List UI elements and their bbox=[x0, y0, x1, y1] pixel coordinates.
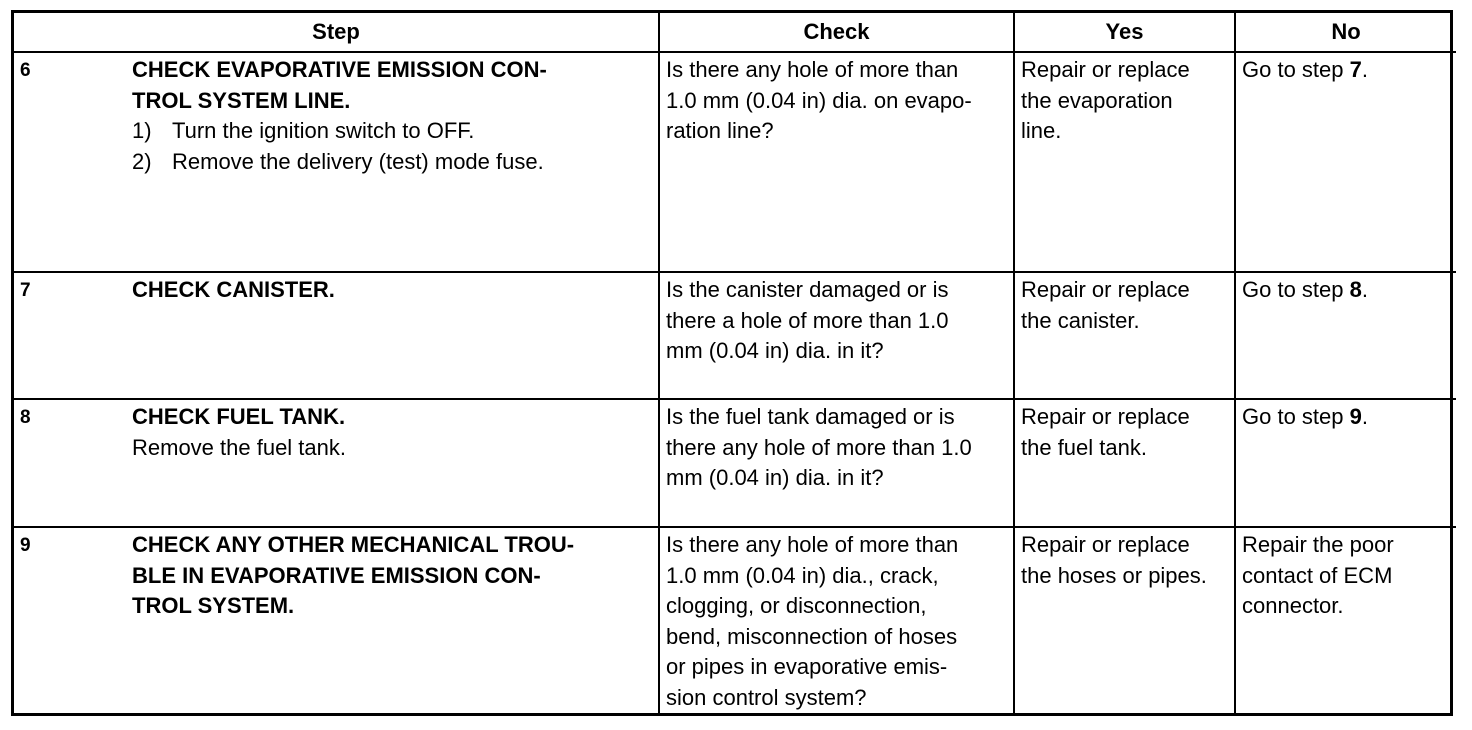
step-ref: 8 bbox=[1349, 277, 1362, 302]
step-ref: 9 bbox=[1349, 404, 1362, 429]
step-title: CHECK CANISTER. bbox=[132, 277, 335, 302]
table-row bbox=[14, 399, 1456, 527]
step-cell bbox=[14, 527, 659, 713]
yes-cell: Repair or replace the hoses or pipes. bbox=[1014, 527, 1235, 713]
sub-step: 2) Remove the delivery (test) mode fuse. bbox=[132, 148, 544, 174]
header-step: Step bbox=[14, 13, 659, 52]
step-cell bbox=[14, 399, 659, 527]
table-row bbox=[14, 527, 1456, 713]
header-row bbox=[14, 13, 1456, 52]
yes-cell: Repair or replace the canister. bbox=[1014, 272, 1235, 399]
step-cell bbox=[14, 272, 659, 399]
no-cell: Go to step 9. bbox=[1235, 399, 1456, 527]
check-cell: Is there any hole of more than 1.0 mm (0.04 in) dia., crack, clogging, or disconnection, bend, misconnection of hoses or pipes in evaporative emis- sion control system? bbox=[659, 527, 1014, 713]
diagnostic-table-frame bbox=[11, 10, 1453, 716]
step-title: TROL SYSTEM LINE. bbox=[132, 87, 351, 113]
step-cell bbox=[14, 52, 659, 272]
step-title: TROL SYSTEM. bbox=[132, 593, 295, 618]
sub-step-list bbox=[132, 116, 650, 177]
step-title: CHECK EVAPORATIVE EMISSION CON- bbox=[132, 57, 547, 82]
step-number: 7 bbox=[20, 280, 31, 301]
check-cell: Is there any hole of more than 1.0 mm (0.04 in) dia. on evapo- ration line? bbox=[659, 52, 1014, 272]
step-title: BLE IN EVAPORATIVE EMISSION CON- bbox=[132, 562, 541, 588]
step-number: 6 bbox=[20, 60, 31, 81]
check-cell: Is the canister damaged or is there a hole of more than 1.0 mm (0.04 in) dia. in it? bbox=[659, 272, 1014, 399]
diagnostic-table bbox=[14, 13, 1456, 713]
step-instruction: Remove the fuel tank. bbox=[132, 434, 347, 460]
sub-step: 1) Turn the ignition switch to OFF. bbox=[132, 118, 475, 143]
check-cell: Is the fuel tank damaged or is there any hole of more than 1.0 mm (0.04 in) dia. in it? bbox=[659, 399, 1014, 527]
header-check: Check bbox=[659, 13, 1014, 52]
step-title: CHECK FUEL TANK. bbox=[132, 404, 346, 429]
yes-cell: Repair or replace the fuel tank. bbox=[1014, 399, 1235, 527]
step-number: 8 bbox=[20, 407, 31, 428]
step-number: 9 bbox=[20, 535, 31, 556]
no-cell: Repair the poor contact of ECM connector. bbox=[1235, 527, 1456, 713]
step-ref: 7 bbox=[1349, 57, 1362, 82]
yes-cell: Repair or replace the evaporation line. bbox=[1014, 52, 1235, 272]
header-yes: Yes bbox=[1014, 13, 1235, 52]
no-cell: Go to step 7. bbox=[1235, 52, 1456, 272]
header-no: No bbox=[1235, 13, 1456, 52]
no-cell: Go to step 8. bbox=[1235, 272, 1456, 399]
table-row bbox=[14, 52, 1456, 272]
table-row bbox=[14, 272, 1456, 399]
step-title: CHECK ANY OTHER MECHANICAL TROU- bbox=[132, 532, 575, 557]
